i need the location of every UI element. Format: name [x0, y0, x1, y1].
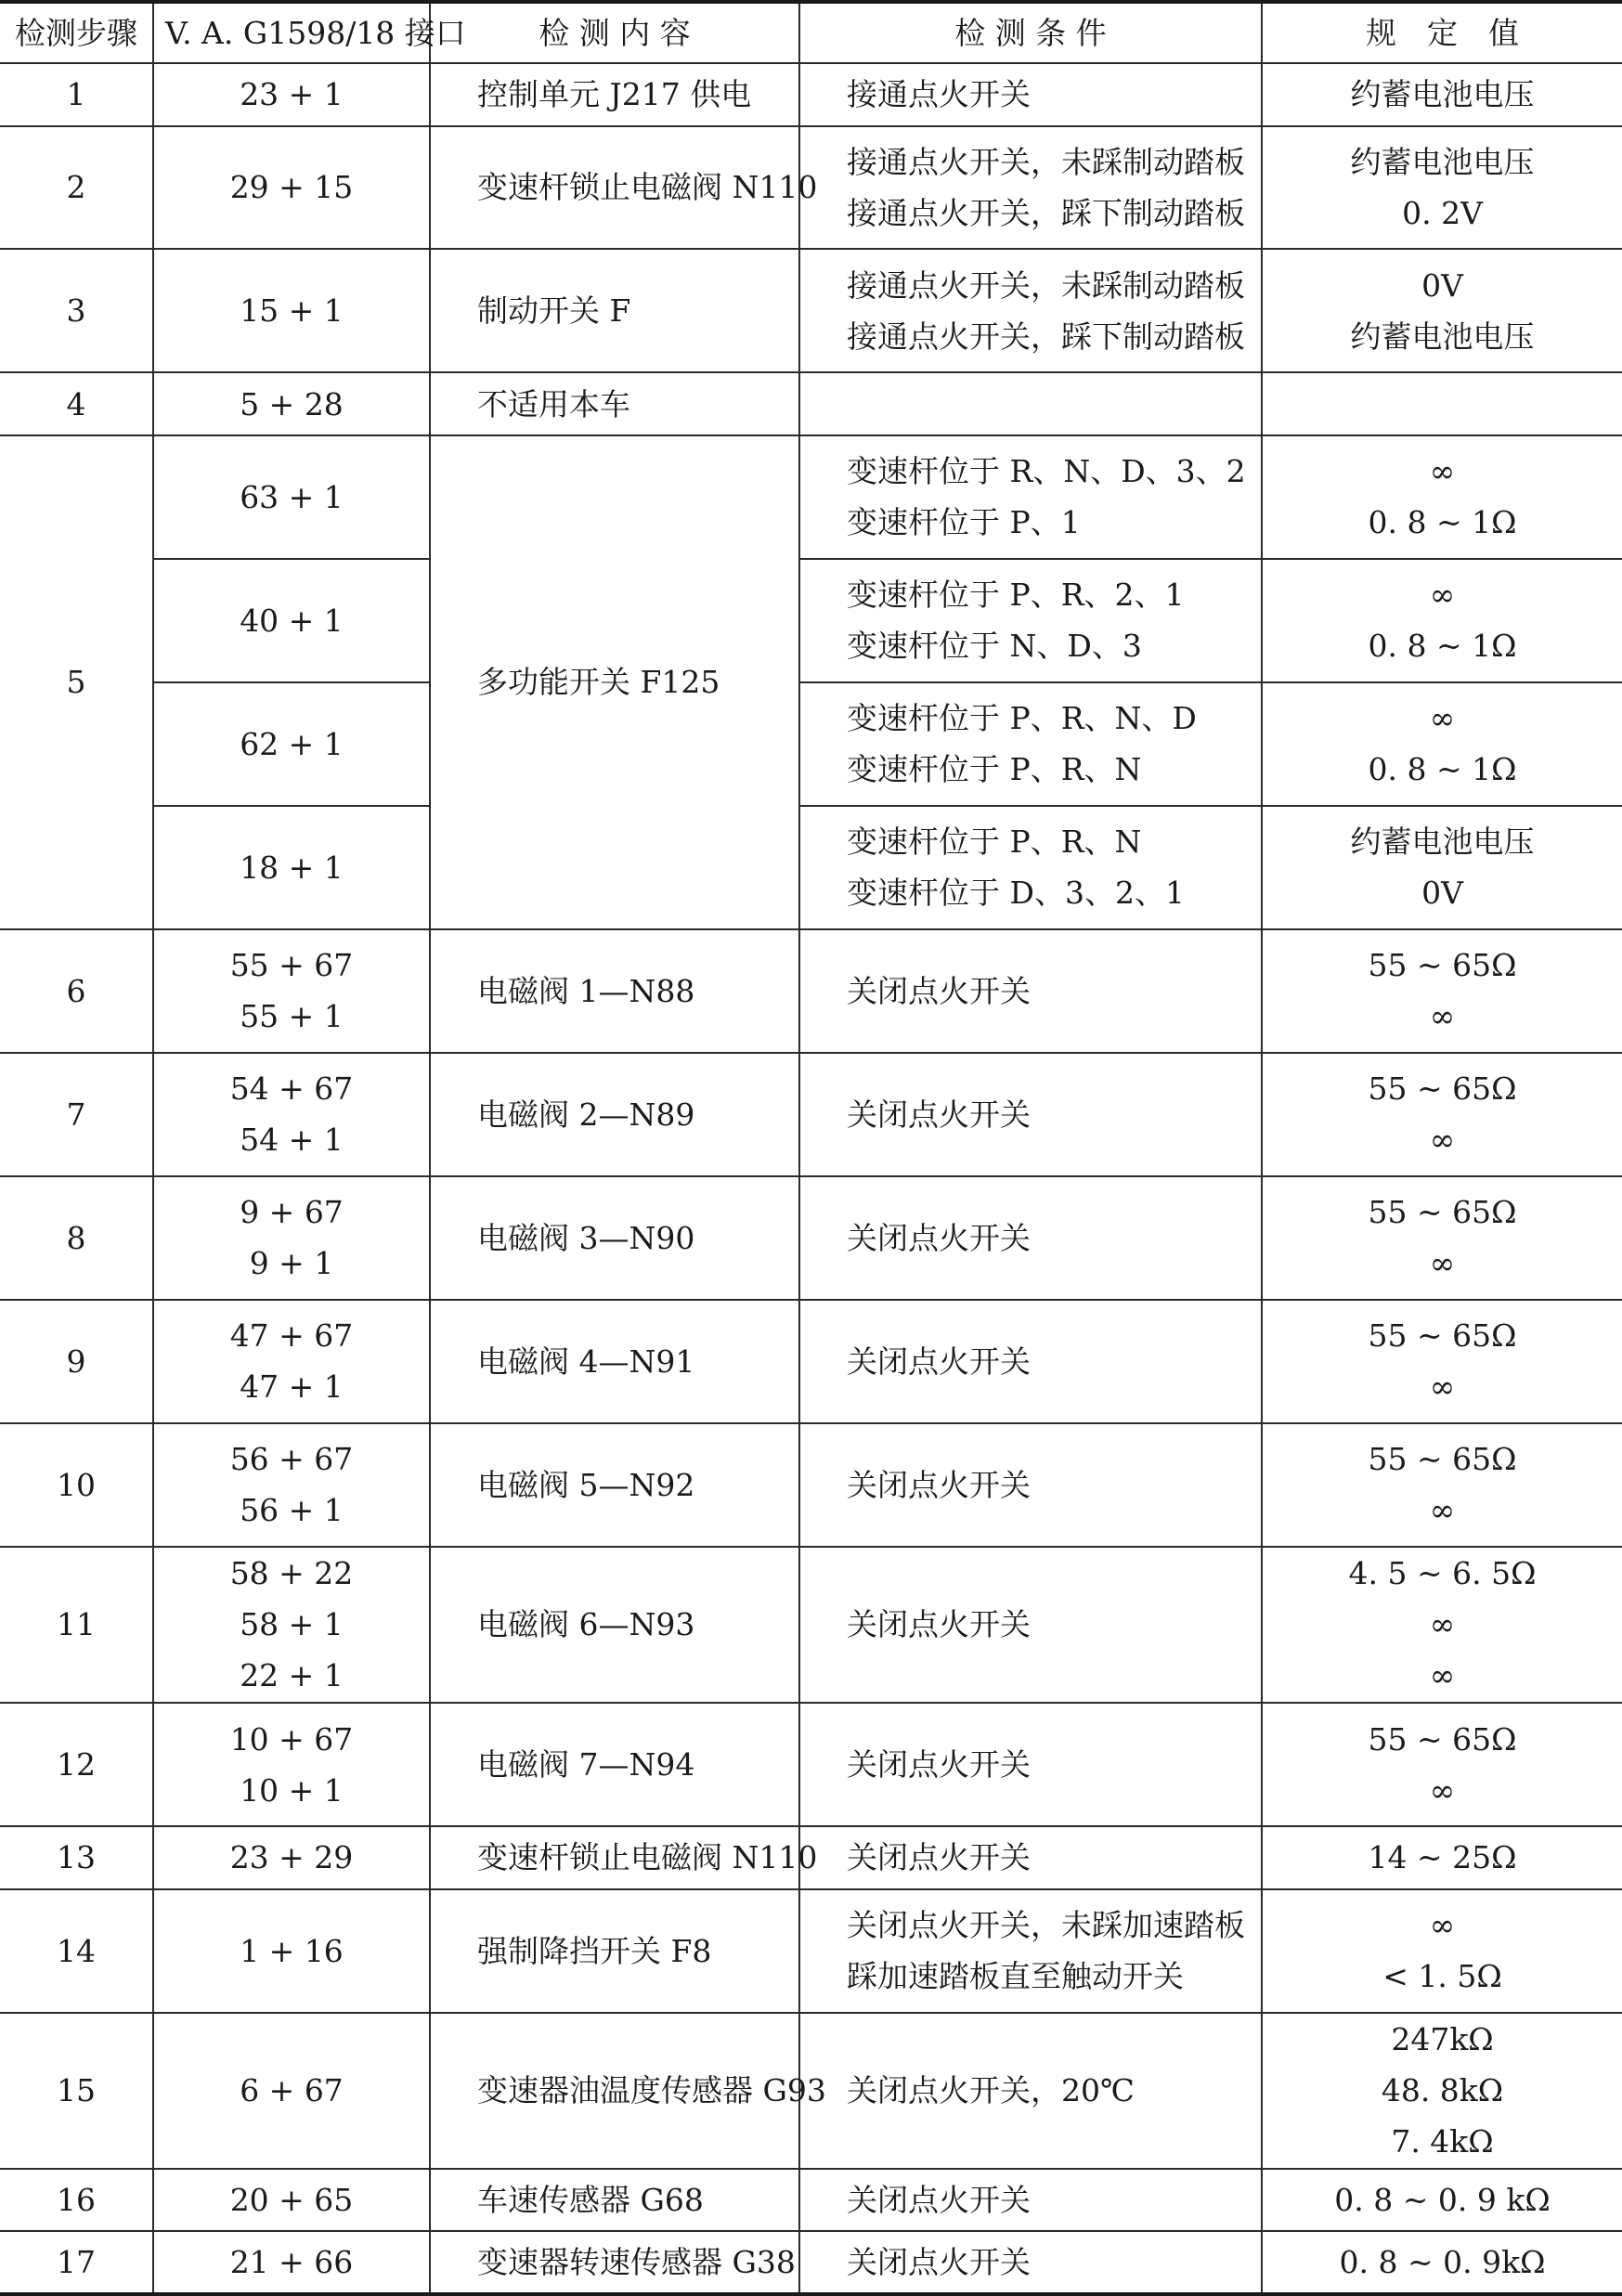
spec-cell-line: 0. 8 ~ 0. 9 kΩ [1334, 2182, 1551, 2219]
connector-cell [153, 2013, 430, 2169]
condition-cell [799, 126, 1262, 250]
connector-cell [153, 1176, 430, 1300]
connector-cell-line: 1 + 16 [240, 1932, 344, 1969]
condition-cell [799, 2013, 1262, 2169]
step-cell: 3 [0, 249, 153, 372]
condition-cell [799, 929, 1262, 1053]
step-cell: 12 [0, 1703, 153, 1826]
table-row [0, 1053, 1622, 1176]
spec-cell [1262, 559, 1622, 682]
spec-cell-line: 55 ~ 65Ω [1368, 1720, 1517, 1758]
connector-cell [153, 1826, 430, 1889]
spec-cell [1262, 1053, 1622, 1176]
connector-cell [153, 249, 430, 372]
spec-cell [1262, 126, 1622, 250]
table-row [0, 435, 1622, 559]
table-row [0, 1826, 1622, 1889]
spec-cell [1262, 1889, 1622, 2013]
table-row [0, 1176, 1622, 1300]
step-cell: 14 [0, 1889, 153, 2013]
condition-cell-line: 关闭点火开关 [847, 1219, 1031, 1256]
table-row [0, 559, 1622, 682]
item-cell: 控制单元 J217 供电 [430, 63, 799, 126]
spec-cell-line: 0. 8 ~ 1Ω [1368, 628, 1517, 665]
condition-cell-line: 关闭点火开关，未踩加速踏板 [847, 1907, 1245, 1944]
condition-cell-line: 关闭点火开关 [847, 1746, 1031, 1784]
connector-cell [153, 2169, 430, 2232]
table-row [0, 1547, 1622, 1703]
connector-cell-line: 47 + 67 [229, 1317, 354, 1355]
condition-cell-line: 变速杆位于 P、1 [847, 504, 1081, 541]
table-row [0, 372, 1622, 435]
table-row [0, 1703, 1622, 1826]
condition-cell-line: 变速杆位于 P、R、N [847, 824, 1142, 861]
step-cell: 2 [0, 126, 153, 250]
connector-cell [153, 372, 430, 435]
spec-cell-line: 0. 2V [1402, 194, 1483, 231]
spec-cell-line: ∞ [1429, 1771, 1456, 1809]
step-cell: 5 [0, 435, 153, 929]
connector-cell [153, 929, 430, 1053]
spec-cell-line: 55 ~ 65Ω [1368, 1070, 1517, 1108]
condition-cell-line: 变速杆位于 P、R、2、1 [847, 577, 1185, 614]
item-cell: 变速器油温度传感器 G93 [430, 2013, 799, 2169]
header-spec: 规 定 值 [1262, 2, 1622, 63]
item-cell: 变速杆锁止电磁阀 N110 [430, 126, 799, 250]
spec-cell [1262, 2169, 1622, 2232]
condition-cell-line: 接通点火开关，踩下制动踏板 [847, 318, 1245, 355]
item-cell: 电磁阀 2—N89 [430, 1053, 799, 1176]
item-cell: 强制降挡开关 F8 [430, 1889, 799, 2013]
spec-cell-line: 55 ~ 65Ω [1368, 947, 1517, 984]
condition-cell-line: 接通点火开关，踩下制动踏板 [847, 194, 1245, 231]
connector-cell-line: 20 + 65 [229, 2182, 354, 2219]
connector-cell-line: 29 + 15 [229, 169, 354, 206]
spec-cell-line: 55 ~ 65Ω [1368, 1441, 1517, 1478]
header-condition: 检 测 条 件 [799, 2, 1262, 63]
spec-cell [1262, 929, 1622, 1053]
connector-cell-line: 62 + 1 [240, 725, 344, 762]
condition-cell-line: 关闭点火开关 [847, 1343, 1031, 1380]
condition-cell [799, 1889, 1262, 2013]
connector-cell-line: 40 + 1 [240, 602, 344, 639]
table-row [0, 806, 1622, 929]
step-cell: 1 [0, 63, 153, 126]
condition-cell [799, 1300, 1262, 1423]
spec-cell-line: 247kΩ [1391, 2021, 1494, 2058]
spec-cell-line: 48. 8kΩ [1381, 2072, 1504, 2109]
condition-cell-line: 关闭点火开关 [847, 1096, 1031, 1133]
table-row [0, 2169, 1622, 2232]
spec-cell-line: ∞ [1429, 577, 1456, 614]
header-row [0, 2, 1622, 63]
connector-cell [153, 2231, 430, 2294]
table-row [0, 1423, 1622, 1547]
connector-cell-line: 58 + 22 [229, 1555, 354, 1592]
item-cell: 电磁阀 5—N92 [430, 1423, 799, 1547]
condition-cell [799, 1053, 1262, 1176]
connector-cell-line: 23 + 29 [229, 1839, 354, 1876]
step-cell: 11 [0, 1547, 153, 1703]
spec-cell-line: ∞ [1429, 1606, 1456, 1643]
table-row [0, 682, 1622, 806]
connector-cell [153, 1547, 430, 1703]
condition-cell-line: 关闭点火开关 [847, 1606, 1031, 1643]
header-connector: V. A. G1598/18 接口 [153, 2, 430, 63]
condition-cell-line: 接通点火开关 [847, 76, 1031, 113]
connector-cell-line: 9 + 1 [249, 1245, 334, 1282]
condition-cell-line: 关闭点火开关 [847, 972, 1031, 1009]
spec-cell [1262, 1547, 1622, 1703]
item-cell: 电磁阀 1—N88 [430, 929, 799, 1053]
step-cell: 16 [0, 2169, 153, 2232]
step-cell: 10 [0, 1423, 153, 1547]
spec-cell-line: ∞ [1429, 1122, 1456, 1159]
item-cell: 不适用本车 [430, 372, 799, 435]
condition-cell [799, 806, 1262, 929]
connector-cell [153, 435, 430, 559]
step-cell: 4 [0, 372, 153, 435]
connector-cell-line: 10 + 1 [240, 1771, 344, 1809]
step-cell: 9 [0, 1300, 153, 1423]
spec-cell-line: 约蓄电池电压 [1350, 318, 1535, 355]
spec-cell-line: ∞ [1429, 1657, 1456, 1694]
connector-cell [153, 682, 430, 806]
step-cell: 13 [0, 1826, 153, 1889]
connector-cell-line: 63 + 1 [240, 478, 344, 515]
connector-cell-line: 55 + 67 [229, 947, 354, 984]
condition-cell-line: 关闭点火开关 [847, 2244, 1031, 2281]
header-step: 检测步骤 [0, 2, 153, 63]
spec-cell-line: 0. 8 ~ 1Ω [1368, 751, 1517, 788]
condition-cell [799, 1547, 1262, 1703]
table-row [0, 1889, 1622, 2013]
connector-cell-line: 5 + 28 [240, 385, 344, 422]
condition-cell-line: 变速杆位于 P、R、N、D [847, 700, 1197, 737]
condition-cell-line: 关闭点火开关 [847, 1466, 1031, 1503]
condition-cell [799, 559, 1262, 682]
condition-cell-line: 接通点火开关，未踩制动踏板 [847, 266, 1245, 304]
connector-cell [153, 1300, 430, 1423]
item-cell: 多功能开关 F125 [430, 435, 799, 929]
condition-cell [799, 435, 1262, 559]
condition-cell [799, 1826, 1262, 1889]
table-row [0, 2013, 1622, 2169]
spec-cell [1262, 1826, 1622, 1889]
connector-cell [153, 1423, 430, 1547]
table-row [0, 1300, 1622, 1423]
connector-cell-line: 54 + 67 [229, 1070, 354, 1108]
step-cell: 8 [0, 1176, 153, 1300]
item-cell: 电磁阀 7—N94 [430, 1703, 799, 1826]
connector-cell-line: 47 + 1 [240, 1369, 344, 1406]
item-cell: 电磁阀 4—N91 [430, 1300, 799, 1423]
condition-cell [799, 1423, 1262, 1547]
condition-cell [799, 2231, 1262, 2294]
step-cell: 15 [0, 2013, 153, 2169]
condition-cell [799, 2169, 1262, 2232]
spec-cell-line: ∞ [1429, 1907, 1456, 1944]
spec-cell [1262, 1176, 1622, 1300]
connector-cell [153, 806, 430, 929]
item-cell: 车速传感器 G68 [430, 2169, 799, 2232]
table-row [0, 249, 1622, 372]
spec-cell-line: 0V [1421, 266, 1463, 304]
item-cell: 电磁阀 3—N90 [430, 1176, 799, 1300]
spec-cell [1262, 372, 1622, 435]
spec-cell [1262, 1300, 1622, 1423]
condition-cell-line: 变速杆位于 R、N、D、3、2 [847, 453, 1246, 490]
spec-cell-line: ∞ [1429, 998, 1456, 1035]
condition-cell [799, 249, 1262, 372]
header-item: 检 测 内 容 [430, 2, 799, 63]
connector-cell [153, 63, 430, 126]
connector-cell-line: 22 + 1 [240, 1657, 344, 1694]
spec-cell-line: ∞ [1429, 1245, 1456, 1282]
table-body [0, 63, 1622, 2294]
spec-cell-line: ∞ [1429, 1369, 1456, 1406]
connector-cell-line: 21 + 66 [229, 2244, 354, 2281]
item-cell: 电磁阀 6—N93 [430, 1547, 799, 1703]
table-row [0, 2231, 1622, 2294]
connector-cell-line: 56 + 67 [229, 1441, 354, 1478]
connector-cell [153, 126, 430, 250]
condition-cell-line: 变速杆位于 P、R、N [847, 751, 1142, 788]
condition-cell-line: 变速杆位于 D、3、2、1 [847, 875, 1185, 912]
table-row [0, 126, 1622, 250]
spec-cell-line: 约蓄电池电压 [1350, 824, 1535, 861]
condition-cell [799, 63, 1262, 126]
connector-cell-line: 55 + 1 [240, 998, 344, 1035]
condition-cell-line: 踩加速踏板直至触动开关 [847, 1958, 1184, 1995]
item-cell: 变速杆锁止电磁阀 N110 [430, 1826, 799, 1889]
connector-cell-line: 54 + 1 [240, 1122, 344, 1159]
connector-cell-line: 23 + 1 [240, 76, 344, 113]
spec-cell [1262, 1423, 1622, 1547]
connector-cell-line: 58 + 1 [240, 1606, 344, 1643]
connector-cell-line: 56 + 1 [240, 1492, 344, 1529]
spec-cell [1262, 2013, 1622, 2169]
spec-cell [1262, 806, 1622, 929]
spec-cell [1262, 249, 1622, 372]
condition-cell [799, 372, 1262, 435]
spec-cell-line: 约蓄电池电压 [1350, 143, 1535, 180]
spec-cell-line: ∞ [1429, 700, 1456, 737]
item-cell: 制动开关 F [430, 249, 799, 372]
connector-cell-line: 6 + 67 [240, 2072, 344, 2109]
condition-cell [799, 1176, 1262, 1300]
step-cell: 7 [0, 1053, 153, 1176]
spec-cell-line: 0V [1421, 875, 1463, 912]
spec-cell-line: 0. 8 ~ 0. 9kΩ [1339, 2244, 1546, 2281]
condition-cell [799, 1703, 1262, 1826]
connector-cell-line: 10 + 67 [229, 1720, 354, 1758]
condition-cell [799, 682, 1262, 806]
spec-cell-line: < 1. 5Ω [1382, 1958, 1502, 1995]
connector-cell [153, 1703, 430, 1826]
spec-cell-line: 55 ~ 65Ω [1368, 1194, 1517, 1231]
condition-cell-line: 接通点火开关，未踩制动踏板 [847, 143, 1245, 180]
connector-cell [153, 1053, 430, 1176]
step-cell: 17 [0, 2231, 153, 2294]
spec-cell [1262, 2231, 1622, 2294]
connector-cell [153, 559, 430, 682]
spec-cell-line: ∞ [1429, 453, 1456, 490]
connector-cell-line: 18 + 1 [240, 849, 344, 886]
condition-cell-line: 关闭点火开关 [847, 1839, 1031, 1876]
table-row [0, 63, 1622, 126]
spec-cell-line: ∞ [1429, 1492, 1456, 1529]
item-cell: 变速器转速传感器 G38 [430, 2231, 799, 2294]
spec-cell [1262, 1703, 1622, 1826]
table-row [0, 929, 1622, 1053]
condition-cell-line: 变速杆位于 N、D、3 [847, 628, 1142, 665]
spec-cell [1262, 682, 1622, 806]
condition-cell-line: 关闭点火开关，20℃ [847, 2072, 1135, 2109]
connector-cell [153, 1889, 430, 2013]
condition-cell-line: 关闭点火开关 [847, 2182, 1031, 2219]
connector-cell-line: 15 + 1 [240, 292, 344, 330]
spec-cell [1262, 63, 1622, 126]
spec-cell-line: 约蓄电池电压 [1350, 76, 1535, 113]
spec-cell-line: 14 ~ 25Ω [1368, 1839, 1517, 1876]
spec-cell-line: 7. 4kΩ [1391, 2123, 1494, 2160]
spec-cell-line: 4. 5 ~ 6. 5Ω [1348, 1555, 1537, 1592]
spec-cell-line: 55 ~ 65Ω [1368, 1317, 1517, 1355]
connector-cell-line: 9 + 67 [240, 1194, 344, 1231]
spec-cell-line: 0. 8 ~ 1Ω [1368, 504, 1517, 541]
spec-cell [1262, 435, 1622, 559]
step-cell: 6 [0, 929, 153, 1053]
